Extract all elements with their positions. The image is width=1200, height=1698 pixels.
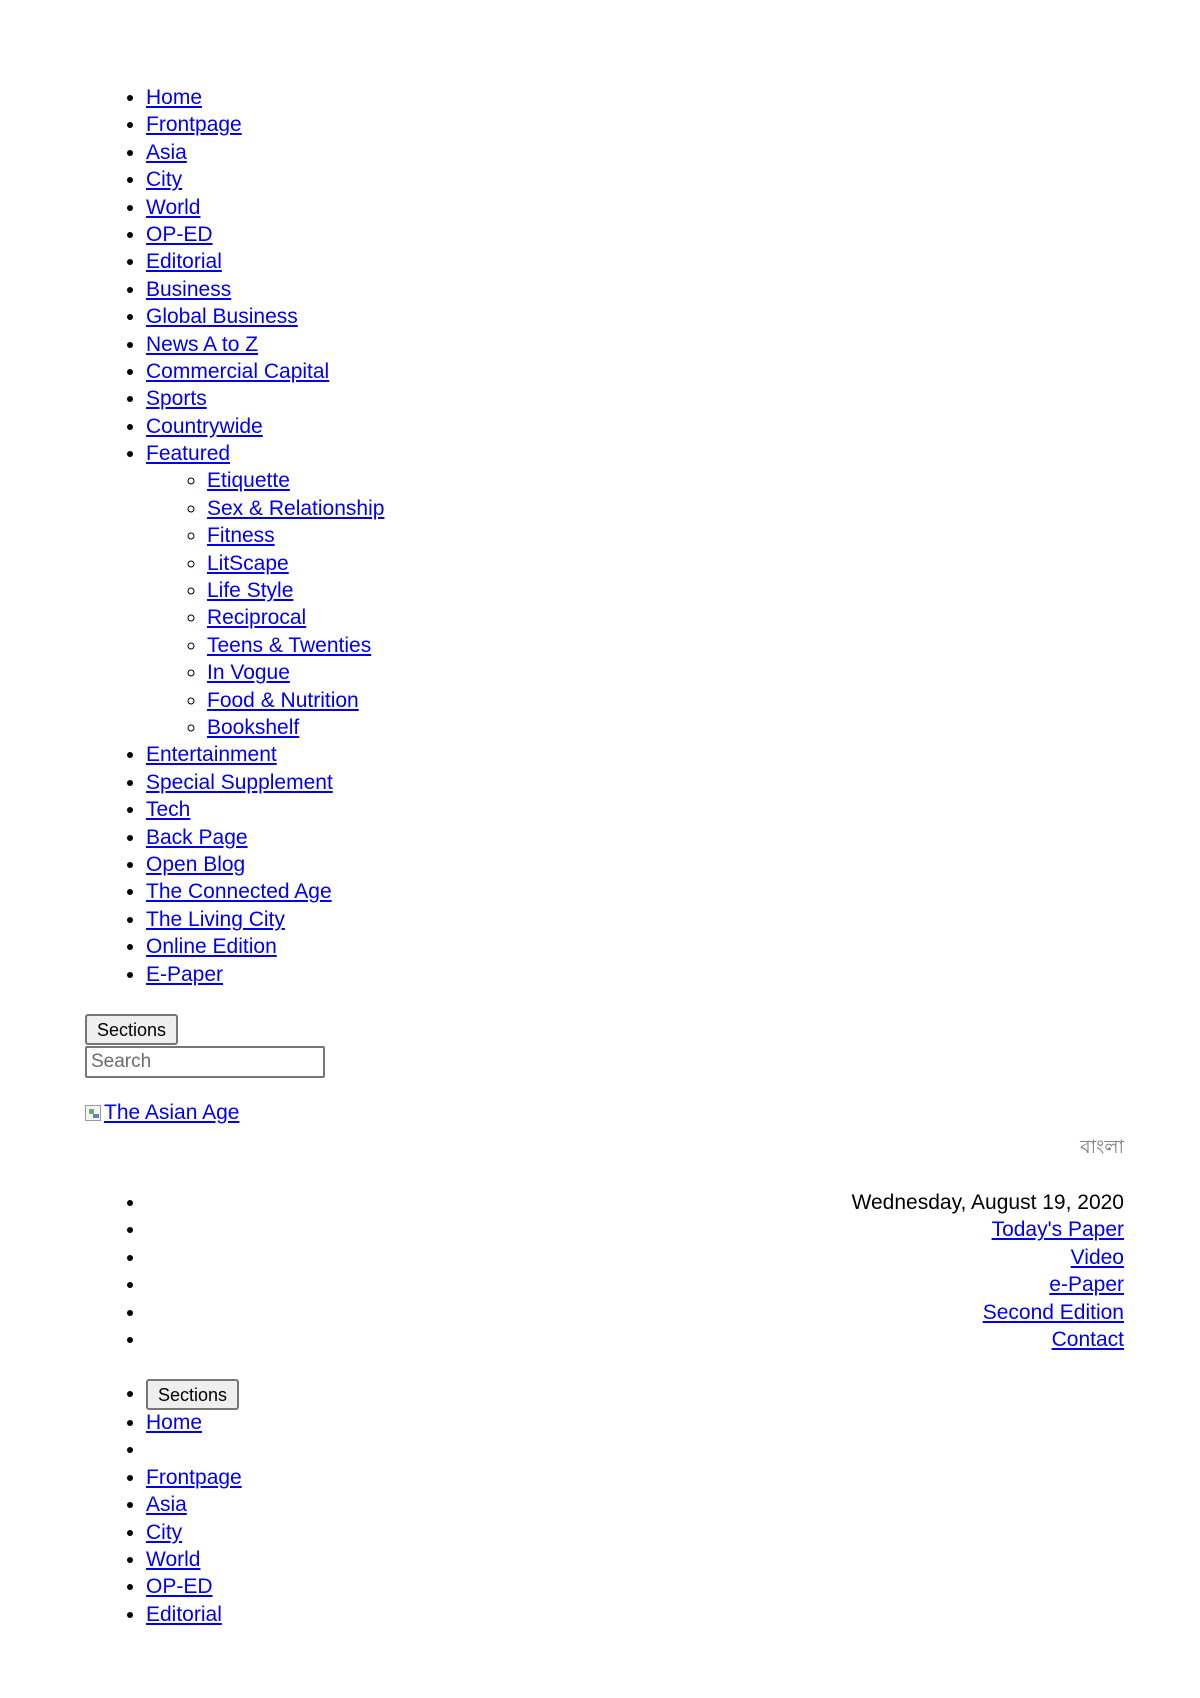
nav-item-editorial [146, 248, 746, 275]
secondary-item-home [146, 1409, 746, 1436]
nav-item-op-ed [146, 221, 746, 248]
utility-date-item [146, 1189, 1124, 1216]
sub-link-reciprocal[interactable]: Reciprocal [207, 606, 307, 630]
secondary-item-city [146, 1519, 746, 1546]
nav-item-special-supplement [146, 769, 746, 796]
sub-item-litscape [207, 550, 746, 577]
utility-item-todays-paper [146, 1216, 1124, 1243]
sub-link-litscape[interactable]: LitScape [207, 551, 289, 575]
sections-button[interactable]: Sections [85, 1014, 178, 1045]
secondary-link-city[interactable]: City [146, 1520, 183, 1544]
nav-link-op-ed[interactable]: OP-ED [146, 222, 213, 246]
nav-item-living-city [146, 906, 746, 933]
sub-link-fitness[interactable]: Fitness [207, 524, 275, 548]
nav-item-tech [146, 796, 746, 823]
nav-link-connected-age[interactable]: The Connected Age [146, 880, 332, 904]
utility-item-contact [146, 1326, 1124, 1353]
sub-link-sex-relationship[interactable]: Sex & Relationship [207, 496, 385, 520]
secondary-link-op-ed[interactable]: OP-ED [146, 1575, 213, 1599]
nav-item-featured [146, 440, 746, 741]
nav-link-open-blog[interactable]: Open Blog [146, 852, 246, 876]
nav-link-world[interactable]: World [146, 195, 201, 219]
nav-link-tech[interactable]: Tech [146, 798, 191, 822]
secondary-nav [146, 1379, 746, 1628]
nav-item-connected-age [146, 878, 746, 905]
secondary-item-world [146, 1546, 746, 1573]
nav-link-news-a-to-z[interactable]: News A to Z [146, 332, 259, 356]
secondary-item-frontpage [146, 1464, 746, 1491]
nav-item-news-a-to-z [146, 331, 746, 358]
nav-link-frontpage[interactable]: Frontpage [146, 113, 242, 137]
secondary-item-asia [146, 1491, 746, 1518]
nav-item-open-blog [146, 851, 746, 878]
secondary-item-editorial [146, 1601, 746, 1628]
secondary-link-asia[interactable]: Asia [146, 1493, 187, 1517]
nav-item-e-paper [146, 961, 746, 988]
sub-link-life-style[interactable]: Life Style [207, 579, 294, 603]
sub-item-fitness [207, 522, 746, 549]
secondary-item-op-ed [146, 1573, 746, 1600]
nav-item-world [146, 194, 746, 221]
sub-item-in-vogue [207, 659, 746, 686]
secondary-sections-button[interactable]: Sections [146, 1379, 239, 1410]
sub-link-teens-twenties[interactable]: Teens & Twenties [207, 633, 372, 657]
nav-item-back-page [146, 824, 746, 851]
secondary-link-frontpage[interactable]: Frontpage [146, 1465, 242, 1489]
nav-link-home[interactable]: Home [146, 86, 203, 109]
todays-paper-link[interactable]: Today's Paper [991, 1218, 1124, 1242]
nav-link-business[interactable]: Business [146, 277, 232, 301]
nav-item-entertainment [146, 741, 746, 768]
nav-link-countrywide[interactable]: Countrywide [146, 414, 263, 438]
utility-item-e-paper [146, 1271, 1124, 1298]
nav-item-sports [146, 385, 746, 412]
nav-link-city[interactable]: City [146, 168, 183, 192]
search-input[interactable] [85, 1046, 325, 1078]
nav-link-back-page[interactable]: Back Page [146, 825, 248, 849]
bangla-language-link[interactable]: বাংলা [1080, 1136, 1124, 1158]
sub-item-food-nutrition [207, 687, 746, 714]
secondary-item-sections [146, 1379, 746, 1409]
main-section-nav [146, 84, 746, 988]
nav-link-entertainment[interactable]: Entertainment [146, 743, 277, 767]
nav-link-featured[interactable]: Featured [146, 442, 231, 466]
broken-image-icon [85, 1105, 101, 1121]
sub-item-teens-twenties [207, 632, 746, 659]
e-paper-link[interactable]: e-Paper [1049, 1273, 1124, 1297]
nav-link-e-paper[interactable]: E-Paper [146, 962, 224, 986]
secondary-link-home[interactable]: Home [146, 1411, 203, 1434]
sub-item-sex-relationship [207, 495, 746, 522]
nav-link-editorial[interactable]: Editorial [146, 250, 222, 274]
sub-item-life-style [207, 577, 746, 604]
sub-item-etiquette [207, 467, 746, 494]
current-date: Wednesday, August 19, 2020 [851, 1191, 1124, 1214]
nav-link-sports[interactable]: Sports [146, 387, 207, 411]
nav-link-global-business[interactable]: Global Business [146, 305, 298, 329]
sub-item-bookshelf [207, 714, 746, 741]
utility-nav [146, 1189, 1124, 1353]
nav-link-asia[interactable]: Asia [146, 140, 187, 164]
video-link[interactable]: Video [1070, 1245, 1124, 1269]
second-edition-link[interactable]: Second Edition [982, 1300, 1124, 1324]
nav-item-city [146, 166, 746, 193]
nav-link-online-edition[interactable]: Online Edition [146, 935, 277, 959]
sub-link-food-nutrition[interactable]: Food & Nutrition [207, 688, 359, 712]
nav-link-special-supplement[interactable]: Special Supplement [146, 770, 333, 794]
sub-link-in-vogue[interactable]: In Vogue [207, 661, 290, 685]
nav-item-business [146, 276, 746, 303]
sub-link-etiquette[interactable]: Etiquette [207, 469, 290, 493]
secondary-link-editorial[interactable]: Editorial [146, 1602, 222, 1626]
nav-item-global-business [146, 303, 746, 330]
secondary-item-empty [146, 1436, 746, 1463]
secondary-link-world[interactable]: World [146, 1547, 201, 1571]
contact-link[interactable]: Contact [1051, 1327, 1124, 1351]
nav-item-online-edition [146, 933, 746, 960]
logo-alt-text: The Asian Age [104, 1101, 240, 1124]
sub-item-reciprocal [207, 604, 746, 631]
featured-submenu [146, 467, 746, 741]
nav-item-commercial-capital [146, 358, 746, 385]
nav-item-frontpage [146, 111, 746, 138]
nav-link-commercial-capital[interactable]: Commercial Capital [146, 359, 330, 383]
nav-link-living-city[interactable]: The Living City [146, 907, 285, 931]
utility-item-second-edition [146, 1299, 1124, 1326]
site-logo-link[interactable] [85, 1100, 239, 1126]
sub-link-bookshelf[interactable]: Bookshelf [207, 715, 300, 739]
utility-item-video [146, 1244, 1124, 1271]
nav-item-countrywide [146, 413, 746, 440]
nav-item-home [146, 84, 746, 111]
nav-item-asia [146, 139, 746, 166]
